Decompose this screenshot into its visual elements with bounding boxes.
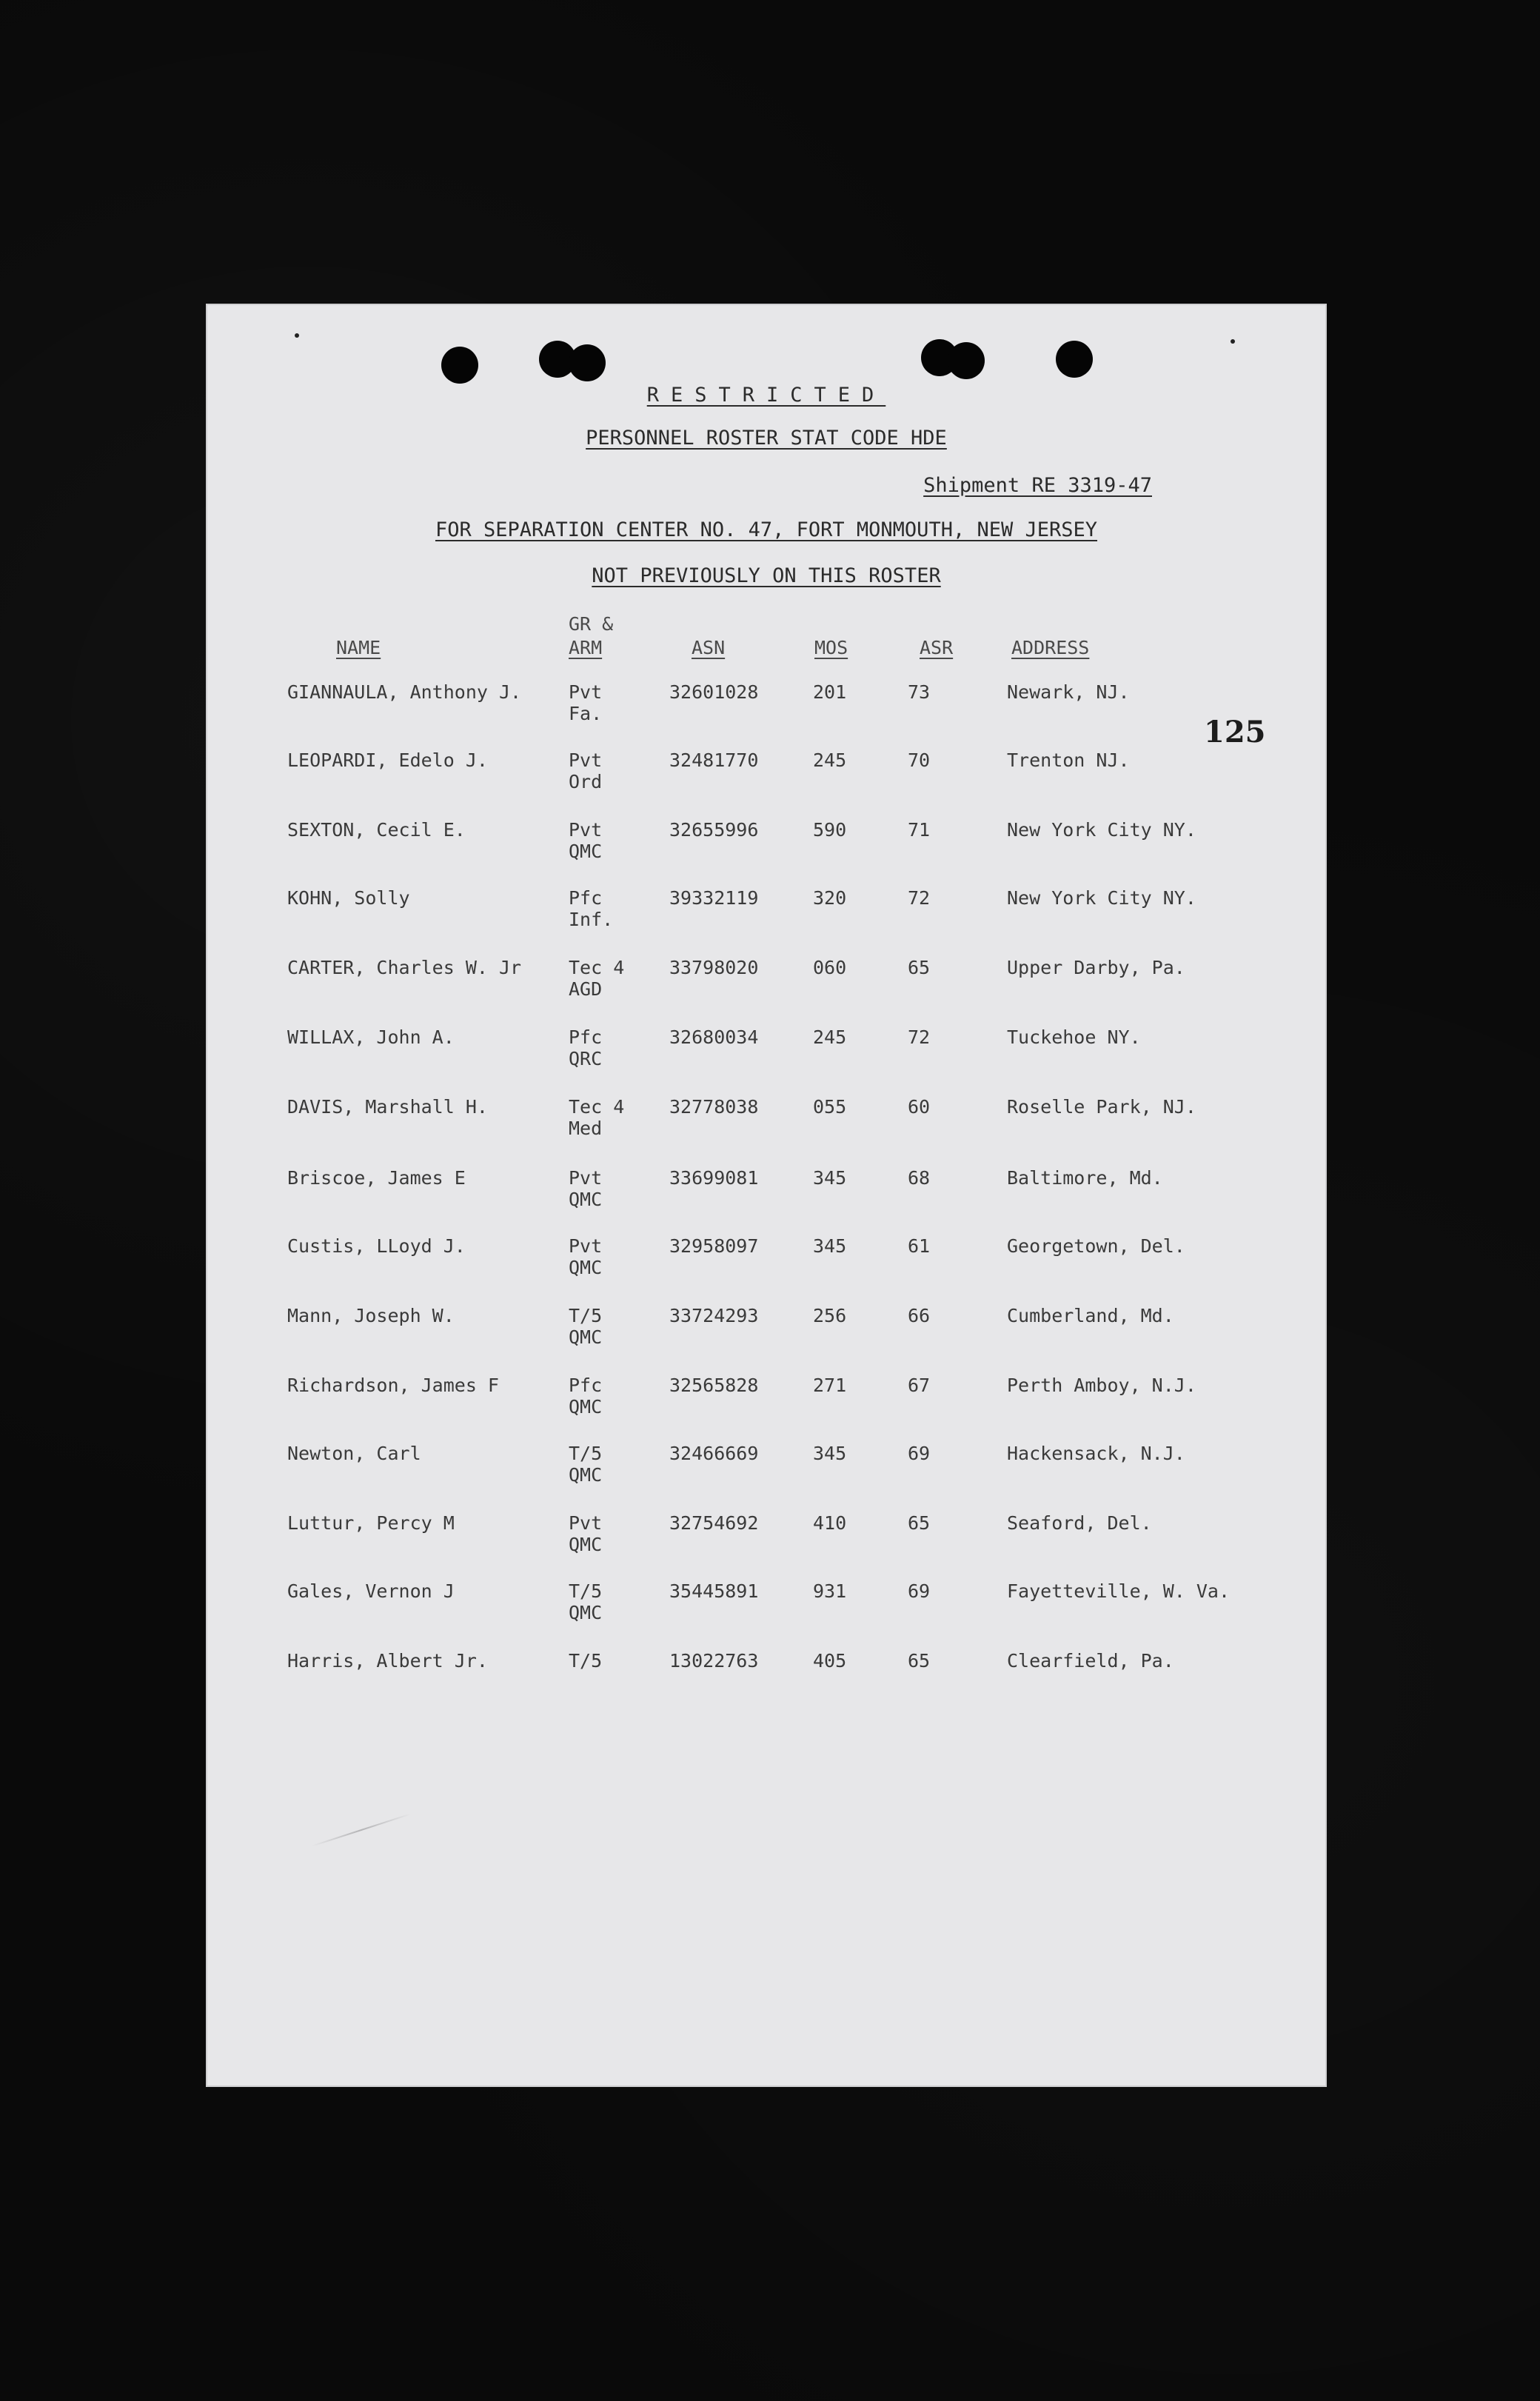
- row-grade-arm: [569, 1650, 602, 1672]
- row-arm: QMC: [569, 841, 603, 862]
- row-grade-arm: [569, 749, 602, 792]
- table-row: [206, 957, 1327, 1009]
- row-grade: Pvt: [569, 819, 603, 841]
- row-asn: 32481770: [669, 749, 759, 771]
- row-grade: Pvt: [569, 1235, 603, 1257]
- row-grade-arm: [569, 681, 602, 724]
- row-name: Custis, LLoyd J.: [287, 1235, 466, 1257]
- row-asn: 35445891: [669, 1580, 759, 1602]
- row-name: Mann, Joseph W.: [287, 1305, 455, 1326]
- row-arm: Inf.: [569, 909, 614, 930]
- row-asr: 71: [908, 819, 931, 841]
- row-asn: 32680034: [669, 1026, 759, 1048]
- row-grade: T/5: [569, 1443, 603, 1464]
- row-name: LEOPARDI, Edelo J.: [287, 749, 488, 771]
- subtitle-line: [206, 564, 1327, 587]
- row-name: Gales, Vernon J: [287, 1580, 455, 1602]
- table-row: [206, 819, 1327, 871]
- row-asr: 68: [908, 1167, 931, 1189]
- row-name: Luttur, Percy M: [287, 1512, 455, 1534]
- row-grade-arm: [569, 1026, 602, 1069]
- row-mos: 320: [813, 887, 847, 909]
- document-title-text: PERSONNEL ROSTER STAT CODE HDE: [586, 427, 947, 450]
- row-grade-arm: [569, 1167, 602, 1210]
- row-grade: Tec 4: [569, 957, 625, 978]
- row-name: Newton, Carl: [287, 1443, 421, 1464]
- row-mos: 256: [813, 1305, 847, 1326]
- classification-text: RESTRICTED: [646, 384, 886, 407]
- row-asn: 33699081: [669, 1167, 759, 1189]
- row-asr: 65: [908, 957, 931, 978]
- row-asr: 73: [908, 681, 931, 703]
- row-mos: 345: [813, 1235, 847, 1257]
- punch-hole-6: [1056, 341, 1093, 378]
- table-row: [206, 1443, 1327, 1495]
- row-grade-arm: [569, 957, 624, 1000]
- subtitle-text: NOT PREVIOUSLY ON THIS ROSTER: [592, 564, 941, 587]
- row-name: Harris, Albert Jr.: [287, 1650, 488, 1672]
- row-arm: AGD: [569, 978, 603, 1000]
- row-asn: 39332119: [669, 887, 759, 909]
- row-asr: 65: [908, 1650, 931, 1672]
- destination-text: FOR SEPARATION CENTER NO. 47, FORT MONMOUTH, NEW JERSEY: [435, 518, 1098, 541]
- row-asr: 70: [908, 749, 931, 771]
- row-mos: 345: [813, 1443, 847, 1464]
- header-name: NAME: [336, 637, 381, 658]
- row-grade-arm: [569, 1096, 624, 1139]
- row-name: SEXTON, Cecil E.: [287, 819, 466, 841]
- row-grade: T/5: [569, 1305, 603, 1326]
- table-row: [206, 1375, 1327, 1426]
- page-number: 125: [1204, 715, 1266, 749]
- row-arm: QMC: [569, 1534, 603, 1555]
- row-address: Upper Darby, Pa.: [1007, 957, 1185, 978]
- row-grade: Pfc: [569, 1026, 603, 1048]
- row-asr: 67: [908, 1375, 931, 1396]
- row-mos: 201: [813, 681, 847, 703]
- table-row: [206, 1305, 1327, 1357]
- table-row: [206, 681, 1327, 733]
- row-mos: 245: [813, 749, 847, 771]
- table-row: [206, 1167, 1327, 1219]
- header-arm: ARM: [569, 637, 603, 658]
- row-asn: 32655996: [669, 819, 759, 841]
- row-asr: 72: [908, 1026, 931, 1048]
- row-asr: 60: [908, 1096, 931, 1118]
- row-address: Trenton NJ.: [1007, 749, 1130, 771]
- shipment-reference: Shipment RE 3319-47: [923, 474, 1152, 497]
- header-grade: GR &: [569, 613, 614, 635]
- table-row: [206, 887, 1327, 939]
- row-arm: QMC: [569, 1396, 603, 1417]
- roster-sheet: [206, 304, 1327, 2087]
- table-row: [206, 1096, 1327, 1148]
- row-grade-arm: [569, 1305, 602, 1348]
- row-mos: 345: [813, 1167, 847, 1189]
- row-grade: Pfc: [569, 1375, 603, 1396]
- row-name: WILLAX, John A.: [287, 1026, 455, 1048]
- row-address: Seaford, Del.: [1007, 1512, 1152, 1534]
- table-row: [206, 1512, 1327, 1564]
- paper-mark: [312, 1813, 411, 1846]
- row-asn: 33798020: [669, 957, 759, 978]
- row-arm: Med: [569, 1118, 603, 1139]
- row-grade-arm: [569, 1235, 602, 1278]
- row-address: Hackensack, N.J.: [1007, 1443, 1185, 1464]
- row-asr: 66: [908, 1305, 931, 1326]
- row-grade: Pfc: [569, 887, 603, 909]
- header-asr: ASR: [920, 637, 954, 658]
- row-address: Baltimore, Md.: [1007, 1167, 1163, 1189]
- header-asn: ASN: [692, 637, 726, 658]
- row-address: Clearfield, Pa.: [1007, 1650, 1174, 1672]
- row-grade: Pvt: [569, 681, 603, 703]
- row-address: New York City NY.: [1007, 887, 1196, 909]
- table-row: [206, 1650, 1327, 1702]
- header-mos: MOS: [814, 637, 848, 658]
- row-address: Roselle Park, NJ.: [1007, 1096, 1196, 1118]
- paper-speck: [1231, 339, 1235, 344]
- row-grade: T/5: [569, 1650, 603, 1672]
- row-mos: 055: [813, 1096, 847, 1118]
- row-name: Richardson, James F: [287, 1375, 499, 1396]
- row-asn: 32958097: [669, 1235, 759, 1257]
- table-row: [206, 1026, 1327, 1078]
- row-address: Newark, NJ.: [1007, 681, 1130, 703]
- row-grade-arm: [569, 1512, 602, 1555]
- row-grade: Pvt: [569, 749, 603, 771]
- document-title: [206, 427, 1327, 450]
- row-grade-arm: [569, 887, 613, 930]
- table-row: [206, 749, 1327, 801]
- punch-hole-1: [441, 347, 478, 384]
- row-name: DAVIS, Marshall H.: [287, 1096, 488, 1118]
- row-arm: Fa.: [569, 703, 603, 724]
- row-asr: 72: [908, 887, 931, 909]
- row-grade-arm: [569, 819, 602, 862]
- punch-hole-5: [948, 342, 985, 379]
- row-arm: Ord: [569, 771, 603, 792]
- row-mos: 271: [813, 1375, 847, 1396]
- row-address: Fayetteville, W. Va.: [1007, 1580, 1231, 1602]
- row-name: GIANNAULA, Anthony J.: [287, 681, 522, 703]
- row-mos: 060: [813, 957, 847, 978]
- row-grade: T/5: [569, 1580, 603, 1602]
- row-address: Georgetown, Del.: [1007, 1235, 1185, 1257]
- row-name: CARTER, Charles W. Jr: [287, 957, 522, 978]
- row-asr: 69: [908, 1443, 931, 1464]
- header-address: ADDRESS: [1011, 637, 1090, 658]
- table-row: [206, 1235, 1327, 1287]
- row-address: Tuckehoe NY.: [1007, 1026, 1141, 1048]
- paper-speck: [295, 333, 299, 338]
- row-asr: 69: [908, 1580, 931, 1602]
- row-address: Cumberland, Md.: [1007, 1305, 1174, 1326]
- row-asn: 32601028: [669, 681, 759, 703]
- row-arm: QMC: [569, 1326, 603, 1348]
- row-asn: 33724293: [669, 1305, 759, 1326]
- row-asn: 32565828: [669, 1375, 759, 1396]
- row-asn: 32466669: [669, 1443, 759, 1464]
- row-grade: Pvt: [569, 1512, 603, 1534]
- row-arm: QMC: [569, 1189, 603, 1210]
- row-mos: 245: [813, 1026, 847, 1048]
- row-mos: 405: [813, 1650, 847, 1672]
- row-arm: QRC: [569, 1048, 603, 1069]
- row-address: Perth Amboy, N.J.: [1007, 1375, 1196, 1396]
- row-arm: QMC: [569, 1464, 603, 1486]
- row-name: KOHN, Solly: [287, 887, 410, 909]
- row-name: Briscoe, James E: [287, 1167, 466, 1189]
- row-asr: 65: [908, 1512, 931, 1534]
- punch-hole-3: [569, 344, 606, 381]
- row-grade-arm: [569, 1580, 602, 1623]
- row-grade: Tec 4: [569, 1096, 625, 1118]
- row-grade-arm: [569, 1375, 602, 1417]
- row-address: New York City NY.: [1007, 819, 1196, 841]
- row-asn: 32754692: [669, 1512, 759, 1534]
- row-mos: 931: [813, 1580, 847, 1602]
- row-arm: QMC: [569, 1602, 603, 1623]
- row-arm: QMC: [569, 1257, 603, 1278]
- table-row: [206, 1580, 1327, 1632]
- row-grade-arm: [569, 1443, 602, 1486]
- row-grade: Pvt: [569, 1167, 603, 1189]
- row-asr: 61: [908, 1235, 931, 1257]
- classification-stamp: [206, 384, 1327, 407]
- row-asn: 32778038: [669, 1096, 759, 1118]
- row-mos: 590: [813, 819, 847, 841]
- destination-line: [206, 518, 1327, 541]
- row-asn: 13022763: [669, 1650, 759, 1672]
- row-mos: 410: [813, 1512, 847, 1534]
